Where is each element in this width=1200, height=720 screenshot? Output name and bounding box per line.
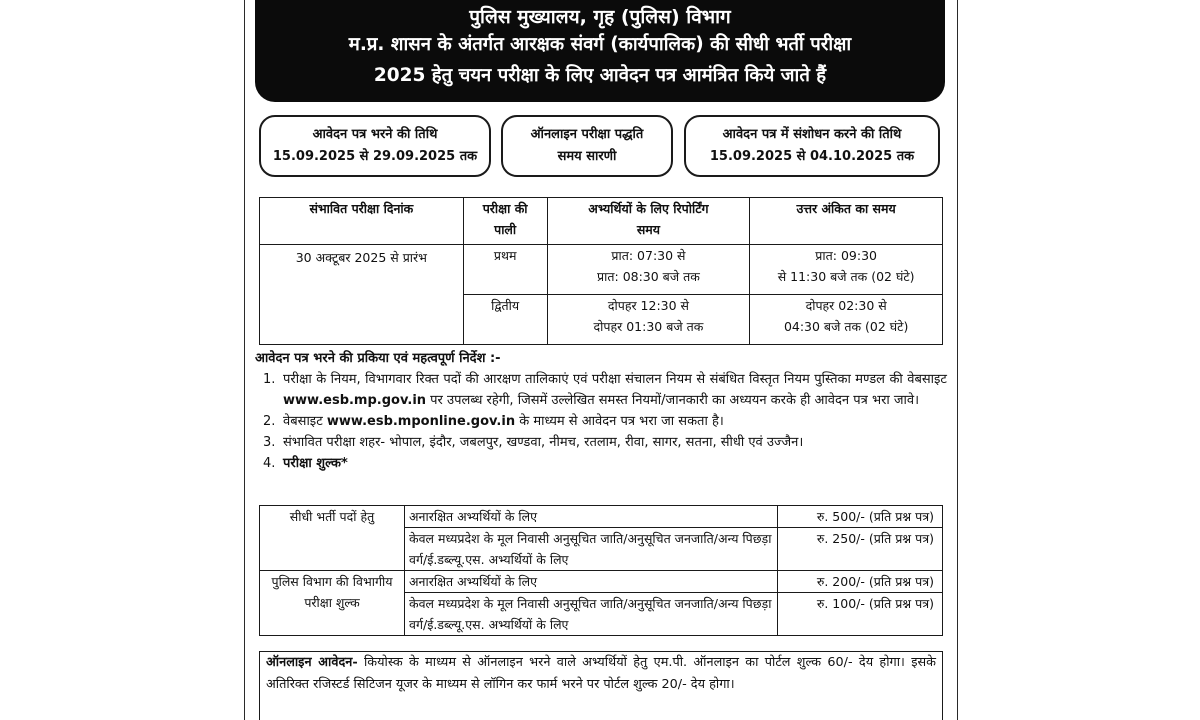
exam-fee-table: [259, 505, 943, 636]
fee-amount: रु. 100/- (प्रति प्रश्न पत्र): [778, 593, 943, 636]
fee-group-direct: सीधी भर्ती पदों हेतु: [260, 506, 405, 571]
table-row: [260, 571, 943, 593]
table-row: [260, 245, 943, 295]
table-row: [260, 506, 943, 528]
esb-website-link[interactable]: www.esb.mp.gov.in: [283, 393, 427, 408]
shift-cell: द्वितीय: [463, 295, 547, 345]
list-item: 3. संभावित परीक्षा शहर- भोपाल, इंदौर, जबलपुर, खण्डवा, नीमच, रतलाम, रीवा, सागर, सतना, सीधी एवं उज्जैन।: [263, 435, 804, 450]
answer-cell: प्रात: 09:30 से 11:30 बजे तक (02 घंटे): [750, 245, 943, 295]
fee-category: केवल मध्यप्रदेश के मूल निवासी अनुसूचित जाति/अनुसूचित जनजाति/अन्य पिछड़ा वर्ग/ई.डब्ल्यू.एस. अभ्यर्थियों के लिए: [405, 528, 778, 571]
correction-date-label: आवेदन पत्र में संशोधन करने की तिथि: [722, 127, 902, 142]
reporting-cell: दोपहर 12:30 से दोपहर 01:30 बजे तक: [547, 295, 750, 345]
application-date-label: आवेदन पत्र भरने की तिथि: [312, 127, 438, 142]
header-answer-time: उत्तर अंकित का समय: [750, 198, 943, 245]
answer-cell: दोपहर 02:30 से 04:30 बजे तक (02 घंटे): [750, 295, 943, 345]
fee-category: केवल मध्यप्रदेश के मूल निवासी अनुसूचित जाति/अनुसूचित जनजाति/अन्य पिछड़ा वर्ग/ई.डब्ल्यू.एस. अभ्यर्थियों के लिए: [405, 593, 778, 636]
list-item: 4. परीक्षा शुल्क*: [263, 456, 348, 471]
note-heading: ऑनलाइन आवेदन-: [266, 655, 358, 670]
fee-amount: रु. 500/- (प्रति प्रश्न पत्र): [778, 506, 943, 528]
header-reporting-time: अभ्यर्थियों के लिए रिपोर्टिंग समय: [547, 198, 750, 245]
correction-date-box: [684, 115, 940, 177]
instructions-section: [255, 348, 947, 474]
fee-amount: रु. 250/- (प्रति प्रश्न पत्र): [778, 528, 943, 571]
note-text: कियोस्क के माध्यम से ऑनलाइन भरने वाले अभ्यर्थियों हेतु एम.पी. ऑनलाइन का पोर्टल शुल्क 60/- देय होगा। इसके अतिरिक्त रजिस्टर्ड सिटिजन यूजर के माध्यम से लॉगिन कर फार्म भरने पर पोर्टल शुल्क 20/- देय होगा।: [266, 655, 936, 692]
schedule-header-row: [260, 198, 943, 245]
advertisement-page: [244, 0, 958, 720]
reporting-cell: प्रात: 07:30 से प्रात: 08:30 बजे तक: [547, 245, 750, 295]
banner-line-3: 2025 हेतु चयन परीक्षा के लिए आवेदन पत्र आमंत्रित किये जाते हैं: [373, 65, 827, 86]
instructions-heading: आवेदन पत्र भरने की प्रकिया एवं महत्वपूर्ण निर्देश :-: [255, 351, 501, 366]
banner-line-1: पुलिस मुख्यालय, गृह (पुलिस) विभाग: [469, 6, 731, 28]
header-exam-date: संभावित परीक्षा दिनांक: [260, 198, 464, 245]
fee-amount: रु. 200/- (प्रति प्रश्न पत्र): [778, 571, 943, 593]
fee-group-departmental: पुलिस विभाग की विभागीय परीक्षा शुल्क: [260, 571, 405, 636]
header-banner: [255, 0, 945, 102]
application-date-range: 15.09.2025 से 29.09.2025 तक: [272, 149, 478, 164]
online-application-note: [259, 651, 943, 720]
mponline-website-link[interactable]: www.esb.mponline.gov.in: [326, 414, 516, 429]
list-item: 2. वेबसाइट www.esb.mponline.gov.in के माध्यम से आवेदन पत्र भरा जा सकता है।: [263, 414, 724, 429]
header-shift: परीक्षा की पाली: [463, 198, 547, 245]
exam-schedule-table: [259, 197, 943, 345]
online-exam-label: ऑनलाइन परीक्षा पद्धति: [530, 127, 644, 142]
list-item: 1. परीक्षा के नियम, विभागवार रिक्त पदों की आरक्षण तालिकाएं एवं परीक्षा संचालन नियम से संबंधित विस्तृत नियम पुस्तिका मण्डल की वेबसाइट www.esb.mp.gov.in पर उपलब्ध रहेगी, जिसमें उल्लेखित समस्त नियमों/जानकारी का अध्ययन करके ही आवेदन पत्र भरा जावे।: [263, 372, 947, 408]
fee-category: अनारक्षित अभ्यर्थियों के लिए: [405, 571, 778, 593]
exam-date-cell: 30 अक्टूबर 2025 से प्रारंभ: [260, 245, 464, 345]
banner-line-2: म.प्र. शासन के अंतर्गत आरक्षक संवर्ग (कार्यपालिक) की सीधी भर्ती परीक्षा: [348, 34, 852, 55]
online-exam-sub: समय सारणी: [557, 149, 617, 164]
application-date-box: [259, 115, 491, 177]
instructions-list: [255, 369, 947, 474]
online-exam-box: [501, 115, 673, 177]
shift-cell: प्रथम: [463, 245, 547, 295]
fee-category: अनारक्षित अभ्यर्थियों के लिए: [405, 506, 778, 528]
correction-date-range: 15.09.2025 से 04.10.2025 तक: [709, 149, 915, 164]
